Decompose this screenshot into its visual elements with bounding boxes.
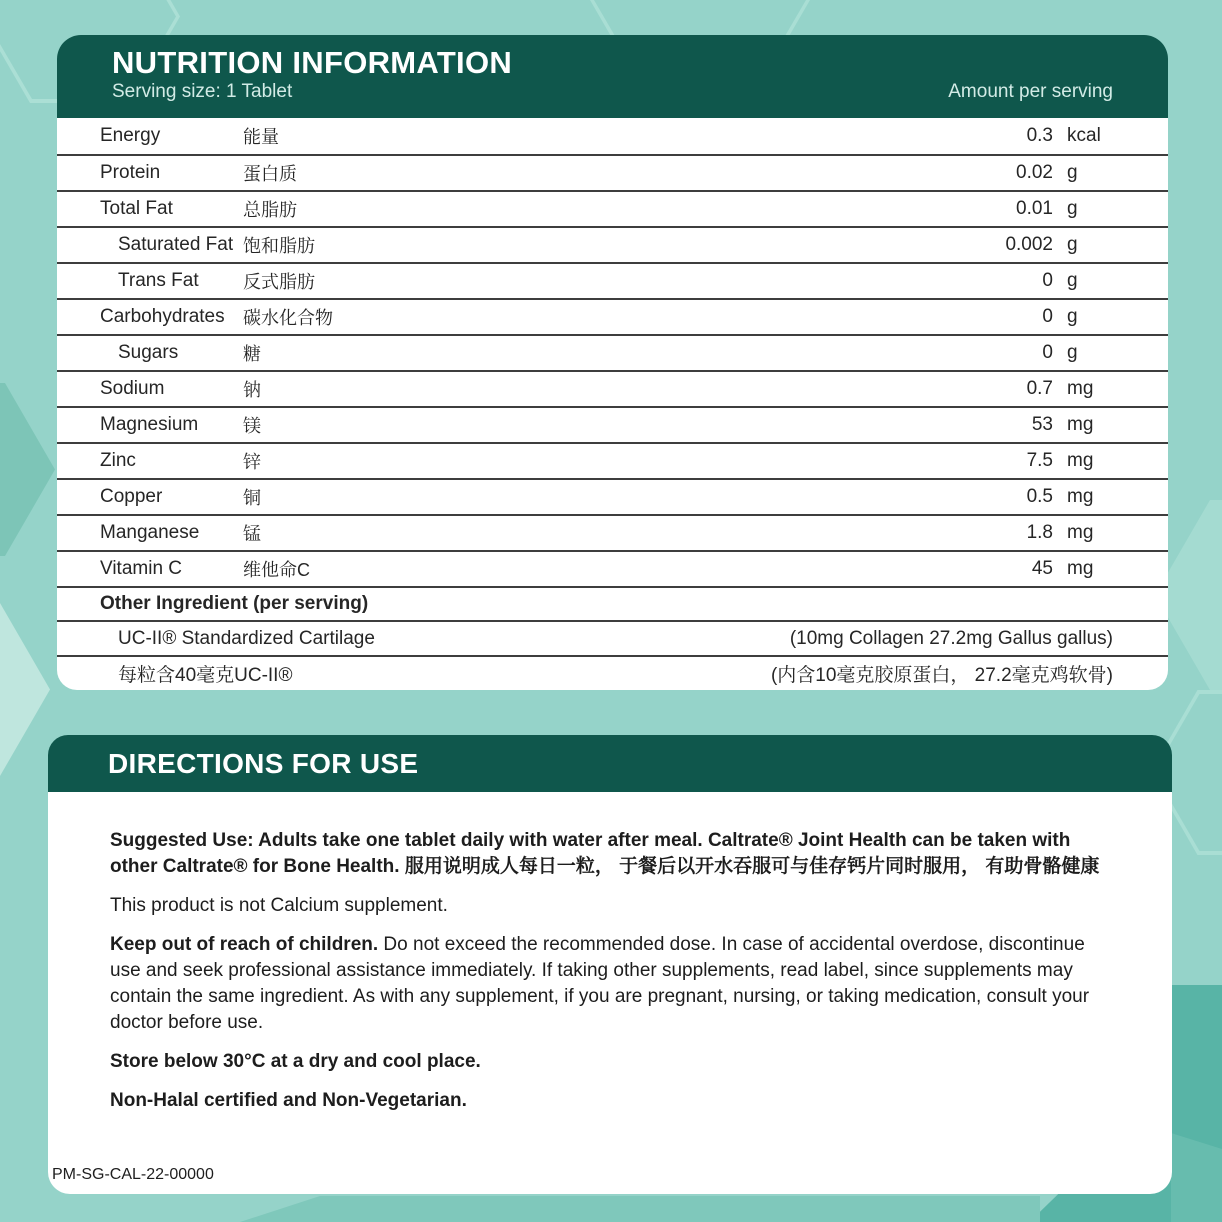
hexagon-shape (0, 577, 50, 802)
nutrient-unit: g (1067, 270, 1078, 291)
paragraph-bold-text: Suggested Use: Adults take one tablet daily with water after meal. Caltrate® Joint Health can be taken with other Caltrate® for Bone Health. 服用说明成人每日一粒， 于餐后以开水吞服可与佳存钙片同时服用， 有助骨骼健康 (110, 830, 1100, 877)
nutrient-unit: mg (1067, 378, 1094, 399)
table-row (57, 550, 1168, 586)
nutrient-label-zh: 能量 (243, 127, 279, 147)
other-ingredient-value: (10mg Collagen 27.2mg Gallus gallus) (789, 627, 1113, 649)
warning-paragraph (110, 932, 1114, 1036)
nutrition-table (57, 118, 1168, 690)
nutrient-value: 0.5 (1026, 486, 1053, 507)
nutrient-label-zh: 总脂肪 (243, 200, 297, 220)
nutrient-label-zh: 铜 (243, 488, 261, 508)
nutrient-label-zh: 维他命C (243, 560, 310, 580)
directions-body (48, 792, 1172, 1194)
suggested-use-paragraph (110, 828, 1114, 880)
table-row (57, 226, 1168, 262)
nutrient-value: 0.3 (1026, 125, 1053, 146)
nutrient-value: 0 (1042, 270, 1053, 291)
table-row (57, 442, 1168, 478)
paragraph-bold-text: Store below 30°C at a dry and cool place. (110, 1051, 481, 1072)
nutrient-label-zh: 糖 (243, 344, 261, 364)
other-ingredient-heading-row (57, 586, 1168, 620)
nutrition-title: NUTRITION INFORMATION (112, 45, 513, 80)
table-row (57, 655, 1168, 690)
directions-section (48, 735, 1172, 1194)
nutrient-unit: g (1067, 162, 1078, 183)
nutrient-unit: mg (1067, 522, 1094, 543)
not-calcium-paragraph (110, 893, 1114, 919)
nutrient-value: 0.01 (1016, 198, 1053, 219)
table-row (57, 262, 1168, 298)
nutrient-unit: mg (1067, 558, 1094, 579)
table-row (57, 406, 1168, 442)
table-row (57, 190, 1168, 226)
table-row (57, 370, 1168, 406)
nutrient-label: Copper (100, 486, 163, 507)
nutrient-label: Sugars (118, 342, 179, 363)
nutrient-unit: mg (1067, 486, 1094, 507)
nutrient-label: Energy (100, 125, 161, 146)
nutrient-label: Trans Fat (118, 270, 199, 291)
paragraph-text: This product is not Calcium supplement. (110, 895, 448, 916)
nutrition-section (57, 35, 1168, 690)
nutrient-label-zh: 镁 (243, 416, 261, 436)
table-row (57, 620, 1168, 655)
other-ingredient-heading: Other Ingredient (per serving) (100, 593, 369, 614)
halal-paragraph (110, 1088, 1114, 1114)
nutrient-unit: g (1067, 306, 1078, 327)
paragraph-text: Do not exceed the recommended dose. In case of accidental overdose, discontinue use and seek professional assistance immediately. If taking other supplements, read label, since supplements may contain the same ingredient. As with any supplement, if you are pregnant, nursing, or taking medication, consult your doctor before use. (110, 934, 1090, 1033)
nutrient-label-zh: 钠 (243, 380, 261, 400)
nutrient-value: 53 (1031, 414, 1053, 435)
paragraph-bold-text: Keep out of reach of children. (110, 934, 379, 955)
nutrient-label: Carbohydrates (100, 306, 225, 327)
nutrient-value: 0.02 (1016, 162, 1053, 183)
nutrient-unit: mg (1067, 414, 1094, 435)
nutrient-unit: g (1067, 198, 1078, 219)
nutrient-label: Protein (100, 162, 161, 183)
paragraph-bold-text: Non-Halal certified and Non-Vegetarian. (110, 1090, 467, 1111)
nutrient-value: 7.5 (1026, 450, 1053, 471)
serving-size-label: Serving size: 1 Tablet (112, 81, 293, 102)
table-row (57, 478, 1168, 514)
bottom-accent-shape (240, 1196, 1040, 1222)
nutrient-unit: g (1067, 342, 1078, 363)
table-row (57, 334, 1168, 370)
nutrient-value: 1.8 (1026, 522, 1053, 543)
nutrient-value: 45 (1031, 558, 1053, 579)
nutrient-unit: kcal (1067, 125, 1101, 146)
nutrient-unit: g (1067, 234, 1078, 255)
nutrient-label-zh: 蛋白质 (243, 164, 297, 184)
product-code: PM-SG-CAL-22-00000 (52, 1166, 214, 1183)
nutrient-label-zh: 碳水化合物 (243, 308, 333, 328)
nutrient-label: Zinc (100, 450, 136, 471)
nutrient-label: Sodium (100, 378, 165, 399)
other-ingredient-label: UC-II® Standardized Cartilage (118, 627, 375, 649)
hexagon-shape (0, 383, 55, 556)
nutrient-value: 0.002 (1005, 234, 1053, 255)
nutrient-value: 0 (1042, 342, 1053, 363)
storage-paragraph (110, 1049, 1114, 1075)
nutrient-label: Magnesium (100, 414, 199, 435)
nutrient-label-zh: 反式脂肪 (243, 272, 315, 292)
table-row (57, 514, 1168, 550)
nutrient-value: 0 (1042, 306, 1053, 327)
directions-header (48, 735, 1172, 792)
table-row (57, 154, 1168, 190)
nutrient-label: Saturated Fat (118, 234, 234, 255)
nutrient-label-zh: 锌 (243, 452, 261, 472)
directions-title: DIRECTIONS FOR USE (108, 747, 419, 779)
other-ingredient-label-zh: 每粒含40毫克UC-II® (118, 665, 293, 686)
nutrient-label: Vitamin C (100, 558, 183, 579)
nutrient-label-zh: 锰 (243, 524, 261, 544)
amount-per-serving-label: Amount per serving (948, 81, 1113, 102)
nutrient-value: 0.7 (1026, 378, 1053, 399)
nutrient-unit: mg (1067, 450, 1094, 471)
table-row (57, 118, 1168, 154)
nutrient-label: Manganese (100, 522, 200, 543)
table-row (57, 298, 1168, 334)
nutrient-label-zh: 饱和脂肪 (243, 236, 315, 256)
nutrient-label: Total Fat (100, 198, 173, 219)
nutrition-header (57, 35, 1168, 118)
other-ingredient-value-zh: (内含10毫克胶原蛋白， 27.2毫克鸡软骨) (770, 665, 1113, 686)
